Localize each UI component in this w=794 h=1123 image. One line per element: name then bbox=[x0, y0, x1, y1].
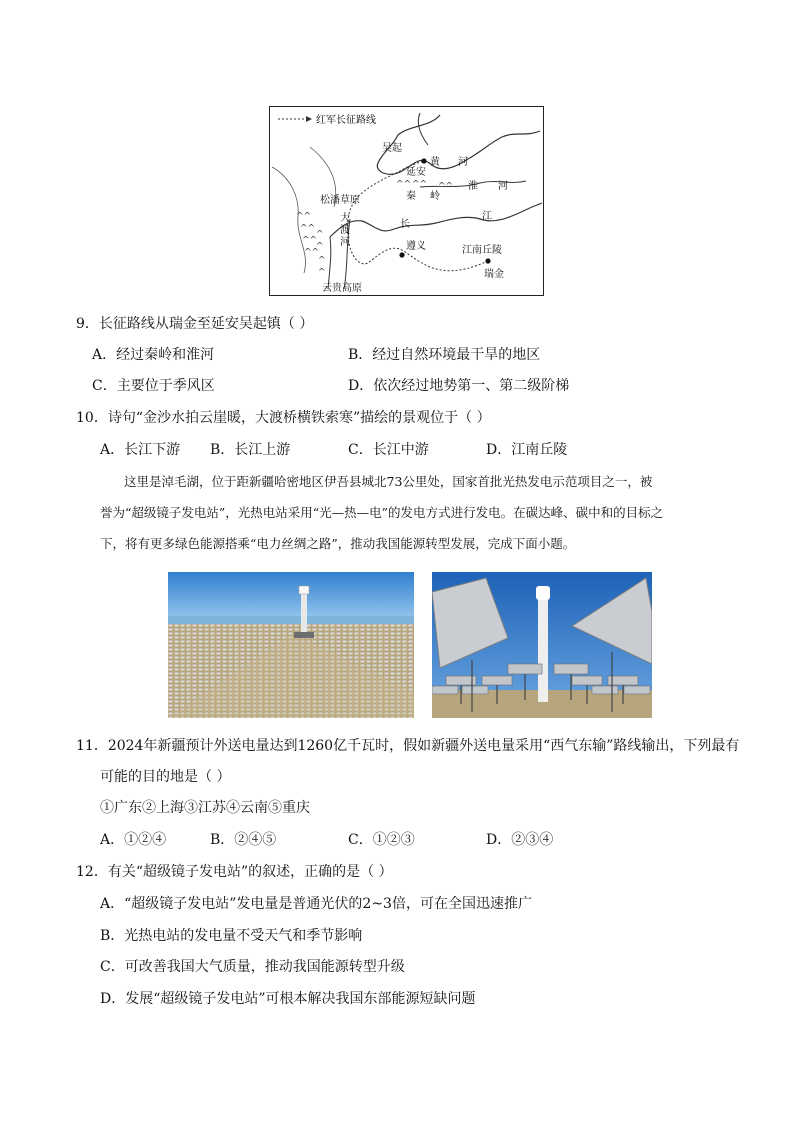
tower-base-building bbox=[294, 632, 314, 638]
label-songpan: 松潘草原 bbox=[320, 195, 360, 206]
label-dadu-1: 大 bbox=[340, 213, 350, 224]
svg-text:^^: ^^ bbox=[296, 212, 312, 222]
q11-stem-line-2: 可能的目的地是（ ） bbox=[100, 769, 231, 785]
q11-option-d[interactable]: D．②③④ bbox=[486, 832, 554, 848]
svg-text:^: ^ bbox=[316, 242, 324, 252]
q10-option-d[interactable]: D．江南丘陵 bbox=[486, 442, 568, 458]
q10-stem: 10．诗句“金沙水拍云崖暖，大渡桥横铁索寒”描绘的景观位于（ ） bbox=[76, 410, 491, 426]
svg-text:^: ^ bbox=[318, 268, 326, 278]
ruijin-dot bbox=[485, 258, 490, 263]
zunyi-dot bbox=[399, 252, 404, 257]
q9-option-a[interactable]: A．经过秦岭和淮河 bbox=[92, 347, 215, 363]
passage-line-1: 这里是淖毛湖，位于距新疆哈密地区伊吾县城北73公里处，国家首批光热发电示范项目之一，被 bbox=[124, 474, 653, 489]
label-he2: 河 bbox=[498, 181, 508, 192]
passage-line-2: 誉为“超级镜子发电站”，光热电站采用“光—热—电”的发电方式进行发电。在碳达峰、碳中和的目标之 bbox=[100, 505, 664, 520]
q12-option-c[interactable]: C．可改善我国大气质量，推动我国能源转型升级 bbox=[100, 959, 405, 975]
long-march-map bbox=[269, 106, 544, 296]
solar-field-aerial-photo bbox=[168, 572, 414, 718]
svg-text:^^: ^^ bbox=[438, 182, 454, 192]
label-he1: 河 bbox=[458, 157, 468, 168]
svg-text:^^: ^^ bbox=[302, 236, 318, 246]
solar-field-aerial-svg bbox=[168, 572, 414, 718]
svg-text:^: ^ bbox=[318, 256, 326, 266]
svg-text:^^: ^^ bbox=[304, 248, 320, 258]
label-dadu-2: 渡 bbox=[340, 225, 350, 236]
label-qin: 秦 bbox=[406, 191, 416, 202]
q11-stem-line-1: 11．2024年新疆预计外送电量达到1260亿千瓦时，假如新疆外送电量采用“西气东输”路线输出，下列最有 bbox=[76, 738, 740, 754]
svg-text:^^: ^^ bbox=[412, 180, 428, 190]
q12-option-b[interactable]: B．光热电站的发电量不受天气和季节影响 bbox=[100, 928, 363, 944]
svg-text:^: ^ bbox=[316, 230, 324, 240]
label-jiang: 江 bbox=[482, 211, 492, 222]
q9-option-d[interactable]: D．依次经过地势第一、第二级阶梯 bbox=[348, 378, 570, 394]
q12-option-d[interactable]: D．发展“超级镜子发电站”可根本解决我国东部能源短缺问题 bbox=[100, 991, 476, 1007]
solar-tower bbox=[538, 590, 548, 702]
q10-option-c[interactable]: C．长江中游 bbox=[348, 442, 429, 458]
label-zunyi: 遵义 bbox=[406, 241, 426, 252]
yanan-dot bbox=[421, 158, 426, 163]
q12-stem: 12．有关“超级镜子发电站”的叙述，正确的是（ ） bbox=[76, 864, 393, 880]
yellow-river-north-loop bbox=[418, 113, 428, 145]
yangtze-river-line bbox=[330, 203, 542, 237]
q11-option-b[interactable]: B．②④⑤ bbox=[210, 832, 277, 848]
label-chang: 长 bbox=[400, 219, 410, 230]
q11-option-c[interactable]: C．①②③ bbox=[348, 832, 415, 848]
legend-arrow bbox=[306, 116, 312, 122]
label-ruijin: 瑞金 bbox=[484, 269, 504, 280]
legend-label: 红军长征路线 bbox=[316, 115, 376, 126]
label-huang: 黄 bbox=[430, 157, 440, 168]
tower-receiver bbox=[299, 586, 309, 594]
svg-text:^^: ^^ bbox=[396, 180, 412, 190]
jinsha-river-line bbox=[328, 237, 331, 289]
solar-tower bbox=[301, 590, 307, 636]
tower-receiver bbox=[536, 586, 550, 600]
solar-tower-closeup-svg bbox=[432, 572, 652, 718]
solar-tower-closeup-photo bbox=[432, 572, 652, 718]
map-svg bbox=[270, 107, 543, 295]
label-huai: 淮 bbox=[468, 181, 478, 192]
label-yungui: 云贵高原 bbox=[322, 283, 362, 294]
label-jiangnan: 江南丘陵 bbox=[462, 245, 502, 256]
label-wuqi: 吴起 bbox=[382, 143, 402, 154]
svg-text:^^: ^^ bbox=[300, 224, 316, 234]
q9-option-c[interactable]: C．主要位于季风区 bbox=[92, 378, 215, 394]
label-dadu-3: 河 bbox=[340, 237, 350, 248]
q9-option-b[interactable]: B．经过自然环境最干旱的地区 bbox=[348, 347, 541, 363]
q12-option-a[interactable]: A．“超级镜子发电站”发电量是普通光伏的2~3倍，可在全国迅速推广 bbox=[100, 896, 532, 912]
label-yanan: 延安 bbox=[406, 167, 426, 178]
q11-option-a[interactable]: A．①②④ bbox=[100, 832, 167, 848]
sky bbox=[168, 572, 414, 622]
q11-choice-list: ①广东②上海③江苏④云南⑤重庆 bbox=[100, 800, 310, 816]
q9-stem: 9．长征路线从瑞金至延安吴起镇（ ） bbox=[76, 316, 314, 332]
q10-option-b[interactable]: B．长江上游 bbox=[210, 442, 291, 458]
label-ling: 岭 bbox=[430, 191, 440, 202]
q10-option-a[interactable]: A．长江下游 bbox=[100, 442, 181, 458]
passage-line-3: 下，将有更多绿色能源搭乘“电力丝绸之路”，推动我国能源转型发展，完成下面小题。 bbox=[100, 536, 576, 551]
